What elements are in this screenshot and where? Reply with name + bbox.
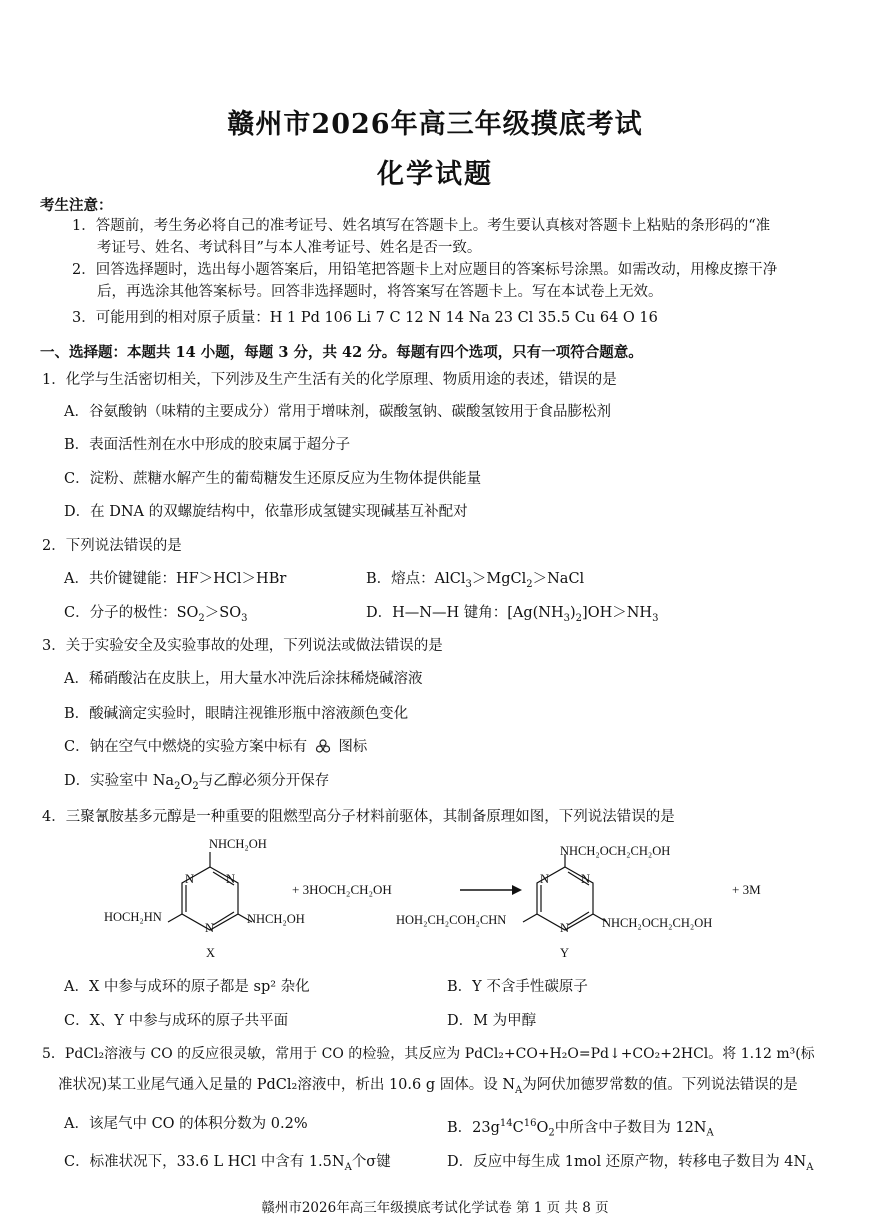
q5-option-c: C．标准状况下，33.6 L HCl 中含有 $1.5N_A$个σ键	[64, 1154, 391, 1173]
page-footer: 赣州市2026年高三年级摸底考试化学试卷 第 1 页 共 8 页	[261, 1200, 609, 1216]
q2-option-b: B．熔点：AlCl$_3$＞MgCl$_2$＞NaCl	[366, 571, 585, 590]
triazine-ring-y	[523, 854, 607, 930]
notice-item2-line2: 后，再选涂其他答案标号。回答非选择题时，将答案写在答题卡上。写在本试卷上无效。	[97, 284, 663, 300]
triazine-ring-x	[168, 852, 252, 930]
q2-option-a: A．共价键键能：HF＞HCl＞HBr	[64, 571, 287, 587]
notice-heading: 考生注意：	[40, 197, 113, 214]
x-ring-n2: N	[226, 872, 236, 886]
notice-item1-line1: 1．答题前，考生务必将自己的准考证号、姓名填写在答题卡上。考生要认真核对答题卡上粘贴的条形码的“准	[72, 218, 771, 234]
q1-option-c: C．淀粉、蔗糖水解产生的葡萄糖发生还原反应为生物体提供能量	[64, 471, 482, 487]
q2-option-c: C．分子的极性：$SO_2>SO_3$	[64, 605, 248, 624]
q4-option-d: D．M 为甲醇	[447, 1013, 537, 1029]
reagent: + 3HOCH₂CH₂OH	[292, 882, 392, 897]
q3-option-a: A．稀硝酸沾在皮肤上，用大量水冲洗后涂抹稀烧碱溶液	[64, 671, 423, 687]
q4-option-a: A．X 中参与成环的原子都是 sp² 杂化	[64, 979, 310, 995]
y-ring-n3: N	[560, 921, 570, 935]
q3-option-b: B．酸碱滴定实验时，眼睛注视锥形瓶中溶液颜色变化	[64, 706, 409, 722]
y-right-group: NHCH₂OCH₂CH₂OH	[602, 916, 713, 930]
x-label: X	[206, 946, 216, 960]
y-ring-n2: N	[581, 872, 591, 886]
y-label: Y	[560, 946, 570, 960]
q5-option-b: B．$23g^{14}C^{16}O_2$中所含中子数目为 $12N_A$	[447, 1118, 714, 1139]
q1-option-a: A．谷氨酸钠（味精的主要成分）常用于增味剂，碳酸氢钠、碳酸氢铵用于食品膨松剂	[64, 404, 611, 420]
q4-option-b: B．Y 不含手性碳原子	[447, 979, 588, 995]
notice-item1-line2: 考证号、姓名、考试科目”与本人准考证号、姓名是否一致。	[97, 240, 482, 256]
x-top-group: NHCH₂OH	[209, 837, 267, 851]
hazard-icon	[315, 739, 331, 753]
exam-title: 赣州市2026年高三年级摸底考试	[227, 109, 643, 140]
q4-stem: 4．三聚氰胺基多元醇是一种重要的阻燃型高分子材料前驱体，其制备原理如图，下列说法错误的是	[42, 809, 675, 825]
notice-item2-line1: 2．回答选择题时，选出每小题答案后，用铅笔把答题卡上对应题目的答案标号涂黑。如需改动，用橡皮擦干净	[72, 262, 778, 278]
q2-option-d: D．H—N—H 键角：$[Ag(NH_3)_2]OH>NH_3$	[366, 605, 659, 624]
q1-option-b: B．表面活性剂在水中形成的胶束属于超分子	[64, 437, 351, 453]
q1-stem: 1．化学与生活密切相关，下列涉及生产生活有关的化学原理、物质用途的表述，错误的是	[42, 372, 617, 388]
q5-option-a: A．该尾气中 CO 的体积分数为 0.2%	[64, 1116, 308, 1132]
x-ring-n1: N	[185, 872, 195, 886]
q5-stem-line2: 准状况)某工业尾气通入足量的 PdCl₂溶液中，析出 10.6 g 固体。设 $N_A$为阿伏加德罗常数的值。下列说法错误的是	[58, 1077, 798, 1096]
q2-stem: 2．下列说法错误的是	[42, 538, 182, 554]
byproduct: + 3M	[732, 882, 761, 897]
q4-option-c: C．X、Y 中参与成环的原子共平面	[64, 1013, 289, 1029]
section1-heading: 一、选择题：本题共 14 小题，每题 3 分，共 42 分。每题有四个选项，只有一项符合题意。	[40, 344, 643, 361]
reaction-arrow	[460, 885, 522, 895]
y-left-group: HOH₂CH₂COH₂CHN	[396, 913, 507, 927]
q5-stem-line1: 5．PdCl₂溶液与 CO 的反应很灵敏，常用于 CO 的检验，其反应为 PdCl₂+CO+H₂O=Pd↓+CO₂+2HCl。将 1.12 m³(标	[42, 1046, 815, 1062]
x-right-group: NHCH₂OH	[247, 912, 305, 926]
q3-option-d: D．实验室中 $Na_2O_2$与乙醇必须分开保存	[64, 773, 330, 792]
x-ring-n3: N	[205, 921, 215, 935]
y-ring-n1: N	[540, 872, 550, 886]
x-left-group: HOCH₂HN	[104, 910, 162, 924]
notice-item3: 3．可能用到的相对原子质量：H 1 Pd 106 Li 7 C 12 N 14 Na 23 Cl 35.5 Cu 64 O 16	[72, 310, 658, 326]
y-top-group: NHCH₂OCH₂CH₂OH	[560, 844, 671, 858]
q1-option-d: D．在 DNA 的双螺旋结构中，依靠形成氢键实现碱基互补配对	[64, 504, 468, 520]
exam-subtitle: 化学试题	[377, 159, 493, 190]
q3-stem: 3．关于实验安全及实验事故的处理，下列说法或做法错误的是	[42, 638, 443, 654]
q5-option-d: D．反应中每生成 1mol 还原产物，转移电子数目为 $4N_A$	[447, 1154, 814, 1173]
q3-option-c: C．钠在空气中燃烧的实验方案中标有 图标	[64, 739, 368, 755]
